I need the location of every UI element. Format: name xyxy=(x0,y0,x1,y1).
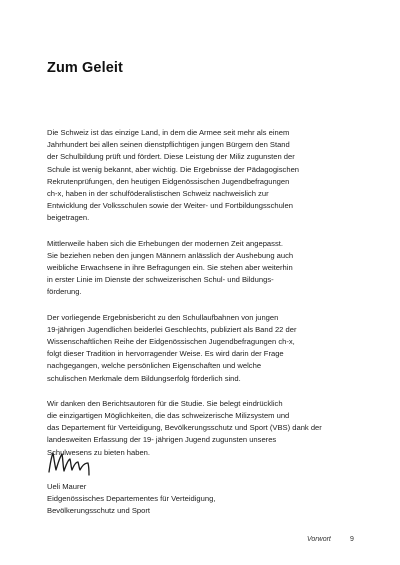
text-line: förderung. xyxy=(47,287,82,297)
text-line: landesweiten Erfassung der 19- jährigen Jugend zugunsten unseres xyxy=(47,435,277,445)
text-line: folgt dieser Tradition in hervorragender Weise. Es wird darin der Frage xyxy=(47,349,284,359)
page-title: Zum Geleit xyxy=(47,60,123,76)
signer-department: Eidgenössisches Departementes für Verteidigung, xyxy=(47,494,216,504)
text-line: die einzigartigen Möglichkeiten, die das schweizerische Milizsystem und xyxy=(47,411,290,421)
text-line: weibliche Erwachsene in ihre Befragungen ein. Sie stehen aber weiterhin xyxy=(47,263,293,273)
text-line: Wissenschaftlichen Reihe der Eidgenössischen Jugendbefragungen ch-x, xyxy=(47,337,295,347)
text-line: nachgegangen, welche persönlichen Eigenschaften und welche xyxy=(47,361,262,371)
text-line: Rekrutenprüfungen, den heutigen Eidgenössischen Jugendbefragungen xyxy=(47,176,290,186)
text-line: in erster Linie im Dienste der schweizerischen Schul- und Bildungs- xyxy=(47,275,274,285)
footer-section-label: Vorwort xyxy=(307,536,331,543)
paragraph-3 xyxy=(47,312,357,385)
text-line: Sie beziehen neben den jungen Männern anlässlich der Aushebung auch xyxy=(47,250,294,260)
text-line: Mittlerweile haben sich die Erhebungen der modernen Zeit angepasst. xyxy=(47,238,283,248)
text-line: schulischen Merkmale dem Bildungserfolg förderlich sind. xyxy=(47,373,241,383)
text-line: der Schulbildung prüft und fördert. Diese Leistung der Miliz zugunsten der xyxy=(47,152,295,162)
text-line: Die Schweiz ist das einzige Land, in dem die Armee seit mehr als einem xyxy=(47,128,290,137)
signer-block xyxy=(47,481,215,518)
text-line: Wir danken den Berichtsautoren für die Studie. Sie belegt eindrücklich xyxy=(47,398,283,408)
signer-department: Bevölkerungsschutz und Sport xyxy=(47,506,150,516)
handwritten-signature xyxy=(45,450,105,476)
text-line: ch-x, haben in der schulföderalistischen Schweiz nachweislich zur xyxy=(47,189,269,199)
text-line: Schule ist wenig bekannt, aber wichtig. Die Ergebnisse der Pädagogischen xyxy=(47,164,300,174)
text-line: Schulwesens zu bieten haben. xyxy=(47,447,151,457)
paragraph-1 xyxy=(47,127,357,225)
signer-name: Ueli Maurer xyxy=(47,482,87,491)
text-line: Der vorliegende Ergebnisbericht zu den Schullaufbahnen von jungen xyxy=(47,312,279,322)
body-text xyxy=(47,127,357,472)
text-line: beigetragen. xyxy=(47,213,90,223)
text-line: 19-jährigen Jugendlichen beiderlei Geschlechts, publiziert als Band 22 der xyxy=(47,324,297,334)
page-number: 9 xyxy=(350,536,354,543)
text-line: Jahrhundert bei allen seinen dienstpflichtigen jungen Bürgern den Stand xyxy=(47,140,290,150)
paragraph-2 xyxy=(47,238,357,299)
text-line: Entwicklung der Volksschulen sowie der Weiter- und Fortbildungsschulen xyxy=(47,201,293,211)
text-line: das Departement für Verteidigung, Bevölkerungsschutz und Sport (VBS) dank der xyxy=(47,423,322,433)
